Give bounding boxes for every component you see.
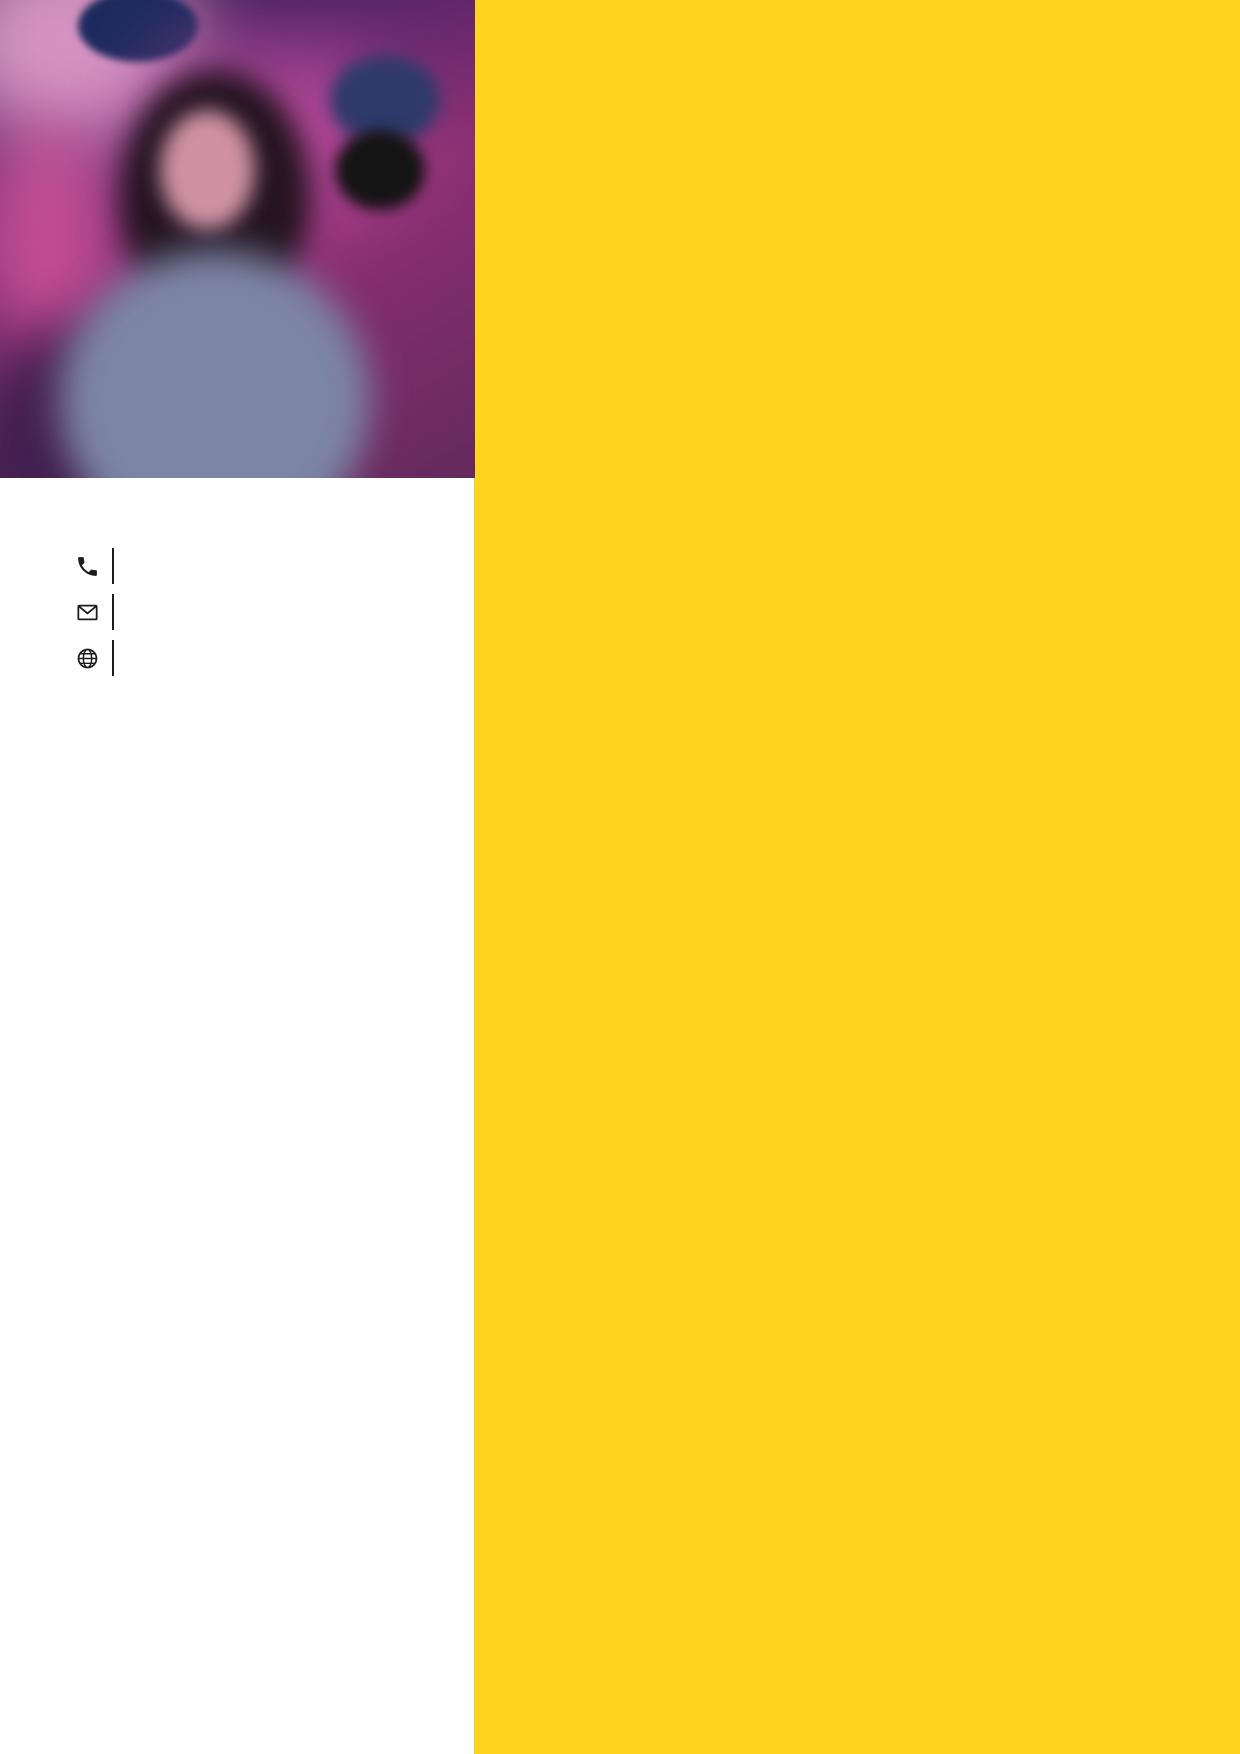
photo-figure-face [160,110,255,230]
contact-email-row [67,594,474,630]
main-content [474,0,1240,122]
envelope-icon [75,600,100,625]
contact-section [67,548,474,676]
contact-divider [112,548,114,584]
main-column [474,0,1240,1754]
contact-website-row [67,640,474,676]
contact-phone-row [67,548,474,584]
phone-icon [75,554,100,579]
contact-rows [67,548,474,676]
photo-face-mask [335,130,425,210]
profile-photo [0,0,475,478]
sidebar-sections [0,548,474,676]
contact-divider [112,594,114,630]
globe-icon [75,646,100,671]
contact-divider [112,640,114,676]
sidebar [0,0,474,1754]
